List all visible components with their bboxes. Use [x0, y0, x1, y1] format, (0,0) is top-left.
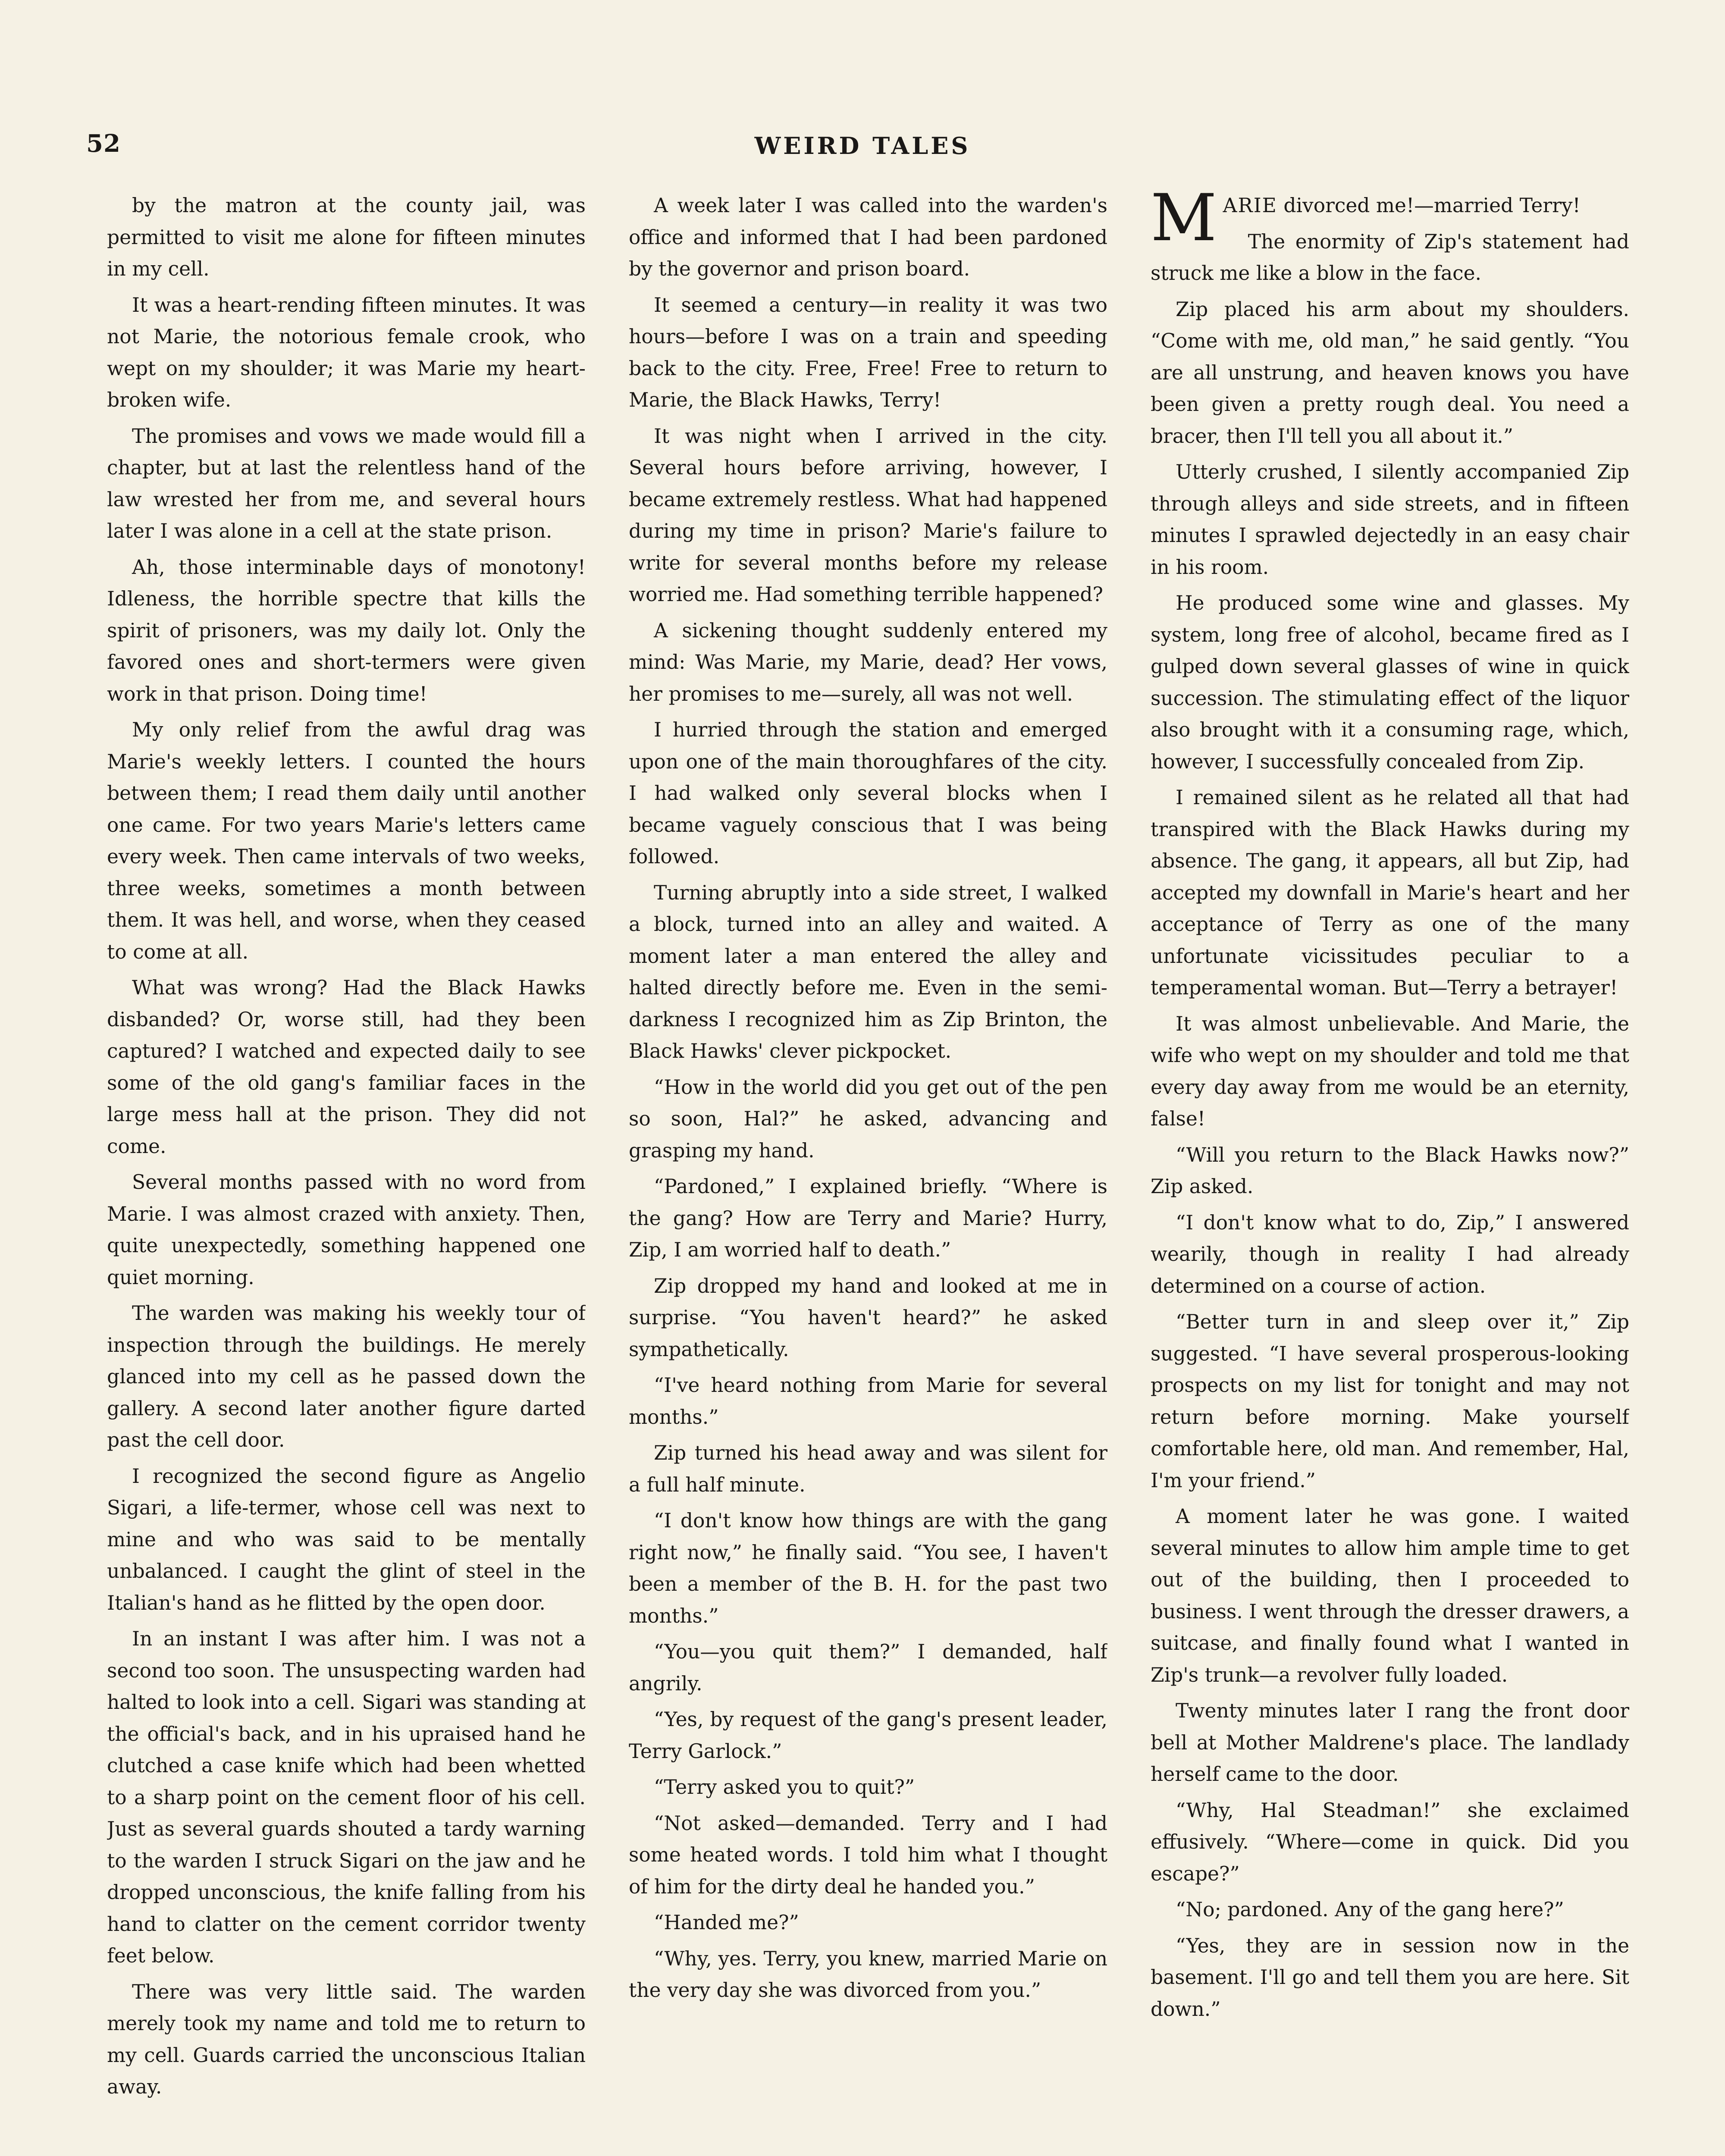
- paragraph: The enormity of Zip's statement had struck me like a blow in the face.: [1151, 230, 1629, 285]
- paragraph: The promises and vows we made would fill a chapter, but at last the relentless hand of the law wrested her from me, and several hours later I was alone in a cell at the state prison.: [107, 424, 586, 542]
- paragraph: Utterly crushed, I silently accompanied Zip through alleys and side streets, and in fifteen minutes I sprawled dejectedly in an easy chair in his room.: [1151, 461, 1629, 579]
- paragraph: Several months passed with no word from Marie. I was almost crazed with anxiety. Then, quite unexpectedly, something happened one quiet morning.: [107, 1171, 586, 1289]
- paragraph: “I don't know how things are with the gang right now,” he finally said. “You see, I haven't been a member of the B. H. for the past two months.”: [629, 1509, 1107, 1627]
- dropcap-smallcaps: ARIE: [1223, 194, 1277, 217]
- paragraph: Zip placed his arm about my shoulders. “Come with me, old man,” he said gently. “You are all unstrung, and heaven knows you have been given a pretty rough deal. You need a bracer, then I'll tell you all about it.”: [1151, 298, 1629, 448]
- paragraph: Zip dropped my hand and looked at me in surprise. “You haven't heard?” he asked sympathetically.: [629, 1274, 1107, 1361]
- dropcap-letter: M: [1151, 190, 1217, 256]
- paragraph: It was night when I arrived in the city. Several hours before arriving, however, I became extremely restless. What had happened during my time in prison? Marie's failure to write for several months before my release worried me. Had something terrible happened?: [629, 424, 1107, 606]
- paragraph: It seemed a century—in reality it was two hours—before I was on a train and speeding back to the city. Free, Free! Free to return to Marie, the Black Hawks, Terry!: [629, 293, 1107, 411]
- paragraph: It was almost unbelievable. And Marie, the wife who wept on my shoulder and told me that every day away from me would be an eternity, false!: [1151, 1012, 1629, 1130]
- paragraph: “Terry asked you to quit?”: [654, 1776, 915, 1799]
- paragraph: My only relief from the awful drag was Marie's weekly letters. I counted the hours between them; I read them daily until another one came. For two years Marie's letters came every week. Then came intervals of two weeks, three weeks, sometimes a month between them. It was hell, and worse, when they ceased to come at all.: [107, 718, 586, 963]
- paragraph: A moment later he was gone. I waited several minutes to allow him ample time to get out of the building, then I proceeded to business. I went through the dresser drawers, a suitcase, and finally found what I wanted in Zip's trunk—a revolver fully loaded.: [1151, 1505, 1629, 1686]
- paragraph: “Yes, they are in session now in the basement. I'll go and tell them you are here. Sit down.”: [1151, 1934, 1629, 2021]
- paragraph: “Will you return to the Black Hawks now?” Zip asked.: [1151, 1143, 1629, 1198]
- paragraph: “No; pardoned. Any of the gang here?”: [1176, 1898, 1564, 1921]
- column-2: [629, 190, 1107, 2156]
- running-head: WEIRD TALES: [754, 132, 971, 160]
- paragraph: It was a heart-rending fifteen minutes. It was not Marie, the notorious female crook, who wept on my shoulder; it was Marie my heart-broken wife.: [107, 293, 586, 411]
- text-columns: [107, 190, 1629, 2156]
- paragraph: “Not asked—demanded. Terry and I had some heated words. I told him what I thought of him for the dirty deal he handed you.”: [629, 1811, 1107, 1898]
- page-number: 52: [86, 129, 121, 158]
- paragraph: I recognized the second figure as Angelio Sigari, a life-termer, whose cell was next to mine and who was said to be mentally unbalanced. I caught the glint of steel in the Italian's hand as he flitted by the open door.: [107, 1464, 586, 1614]
- paragraph: “Why, Hal Steadman!” she exclaimed effusively. “Where—come in quick. Did you escape?”: [1151, 1799, 1629, 1885]
- paragraph: “Yes, by request of the gang's present leader, Terry Garlock.”: [629, 1708, 1107, 1763]
- paragraph: Twenty minutes later I rang the front door bell at Mother Maldrene's place. The landlady herself came to the door.: [1151, 1699, 1629, 1786]
- paragraph: There was very little said. The warden merely took my name and told me to return to my cell. Guards carried the unconscious Italian away.: [107, 1980, 586, 2098]
- paragraph: I remained silent as he related all that had transpired with the Black Hawks during my absence. The gang, it appears, all but Zip, had accepted my downfall in Marie's heart and her acceptance of Terry as one of the many unfortunate vicissitudes peculiar to a temperamental woman. But—Terry a betrayer!: [1151, 786, 1629, 999]
- paragraph: In an instant I was after him. I was not a second too soon. The unsuspecting warden had halted to look into a cell. Sigari was standing at the official's back, and in his upraised hand he clutched a case knife which had been whetted to a sharp point on the cement floor of his cell. Just as several guards shouted a tardy warning to the warden I struck Sigari on the jaw and he dropped unconscious, the knife falling from his hand to clatter on the cement corridor twenty feet below.: [107, 1627, 586, 1967]
- paragraph: Turning abruptly into a side street, I walked a block, turned into an alley and waited. A moment later a man entered the alley and halted directly before me. Even in the semi-darkness I recognized him as Zip Brinton, the Black Hawks' clever pickpocket.: [629, 881, 1107, 1062]
- paragraph: The warden was making his weekly tour of inspection through the buildings. He merely glanced into my cell as he passed down the gallery. A second later another figure darted past the cell door.: [107, 1302, 586, 1451]
- dropcap-paragraph: [1151, 190, 1629, 256]
- paragraph: “How in the world did you get out of the pen so soon, Hal?” he asked, advancing and grasping my hand.: [629, 1075, 1107, 1162]
- paragraph: “I don't know what to do, Zip,” I answered wearily, though in reality I had already determined on a course of action.: [1151, 1211, 1629, 1297]
- dropcap-text: divorced me!—married Terry!: [1277, 194, 1581, 217]
- column-3: [1151, 190, 1629, 2156]
- paragraph: I hurried through the station and emerged upon one of the main thoroughfares of the city. I had walked only several blocks when I became vaguely conscious that I was being followed.: [629, 718, 1107, 868]
- paragraph: “You—you quit them?” I demanded, half angrily.: [629, 1640, 1107, 1695]
- paragraph: “Handed me?”: [654, 1911, 799, 1934]
- paragraph: “I've heard nothing from Marie for several months.”: [629, 1374, 1107, 1429]
- paragraph: Ah, those interminable days of monotony! Idleness, the horrible spectre that kills the spirit of prisoners, was my daily lot. Only the favored ones and short-termers were given work in that prison. Doing time!: [107, 555, 586, 705]
- paragraph: A sickening thought suddenly entered my mind: Was Marie, my Marie, dead? Her vows, her promises to me—surely, all was not well.: [629, 619, 1107, 705]
- paragraph: What was wrong? Had the Black Hawks disbanded? Or, worse still, had they been captured? I watched and expected daily to see some of the old gang's familiar faces in the large mess hall at the prison. They did not come.: [107, 976, 586, 1158]
- paragraph: “Pardoned,” I explained briefly. “Where is the gang? How are Terry and Marie? Hurry, Zip, I am worried half to death.”: [629, 1175, 1107, 1261]
- paragraph: Zip turned his head away and was silent for a full half minute.: [629, 1442, 1107, 1496]
- paragraph: by the matron at the county jail, was permitted to visit me alone for fifteen minutes in my cell.: [107, 194, 586, 280]
- paragraph: He produced some wine and glasses. My system, long free of alcohol, became fired as I gulped down several glasses of wine in quick succession. The stimulating effect of the liquor also brought with it a consuming rage, which, however, I successfully concealed from Zip.: [1151, 592, 1629, 773]
- paragraph: “Why, yes. Terry, you knew, married Marie on the very day she was divorced from you.”: [629, 1947, 1107, 2002]
- column-1: [107, 190, 586, 2156]
- paragraph: A week later I was called into the warden's office and informed that I had been pardoned by the governor and prison board.: [629, 194, 1107, 280]
- paragraph: “Better turn in and sleep over it,” Zip suggested. “I have several prosperous-looking prospects on my list for tonight and may not return before morning. Make yourself comfortable here, old man. And remember, Hal, I'm your friend.”: [1151, 1310, 1629, 1492]
